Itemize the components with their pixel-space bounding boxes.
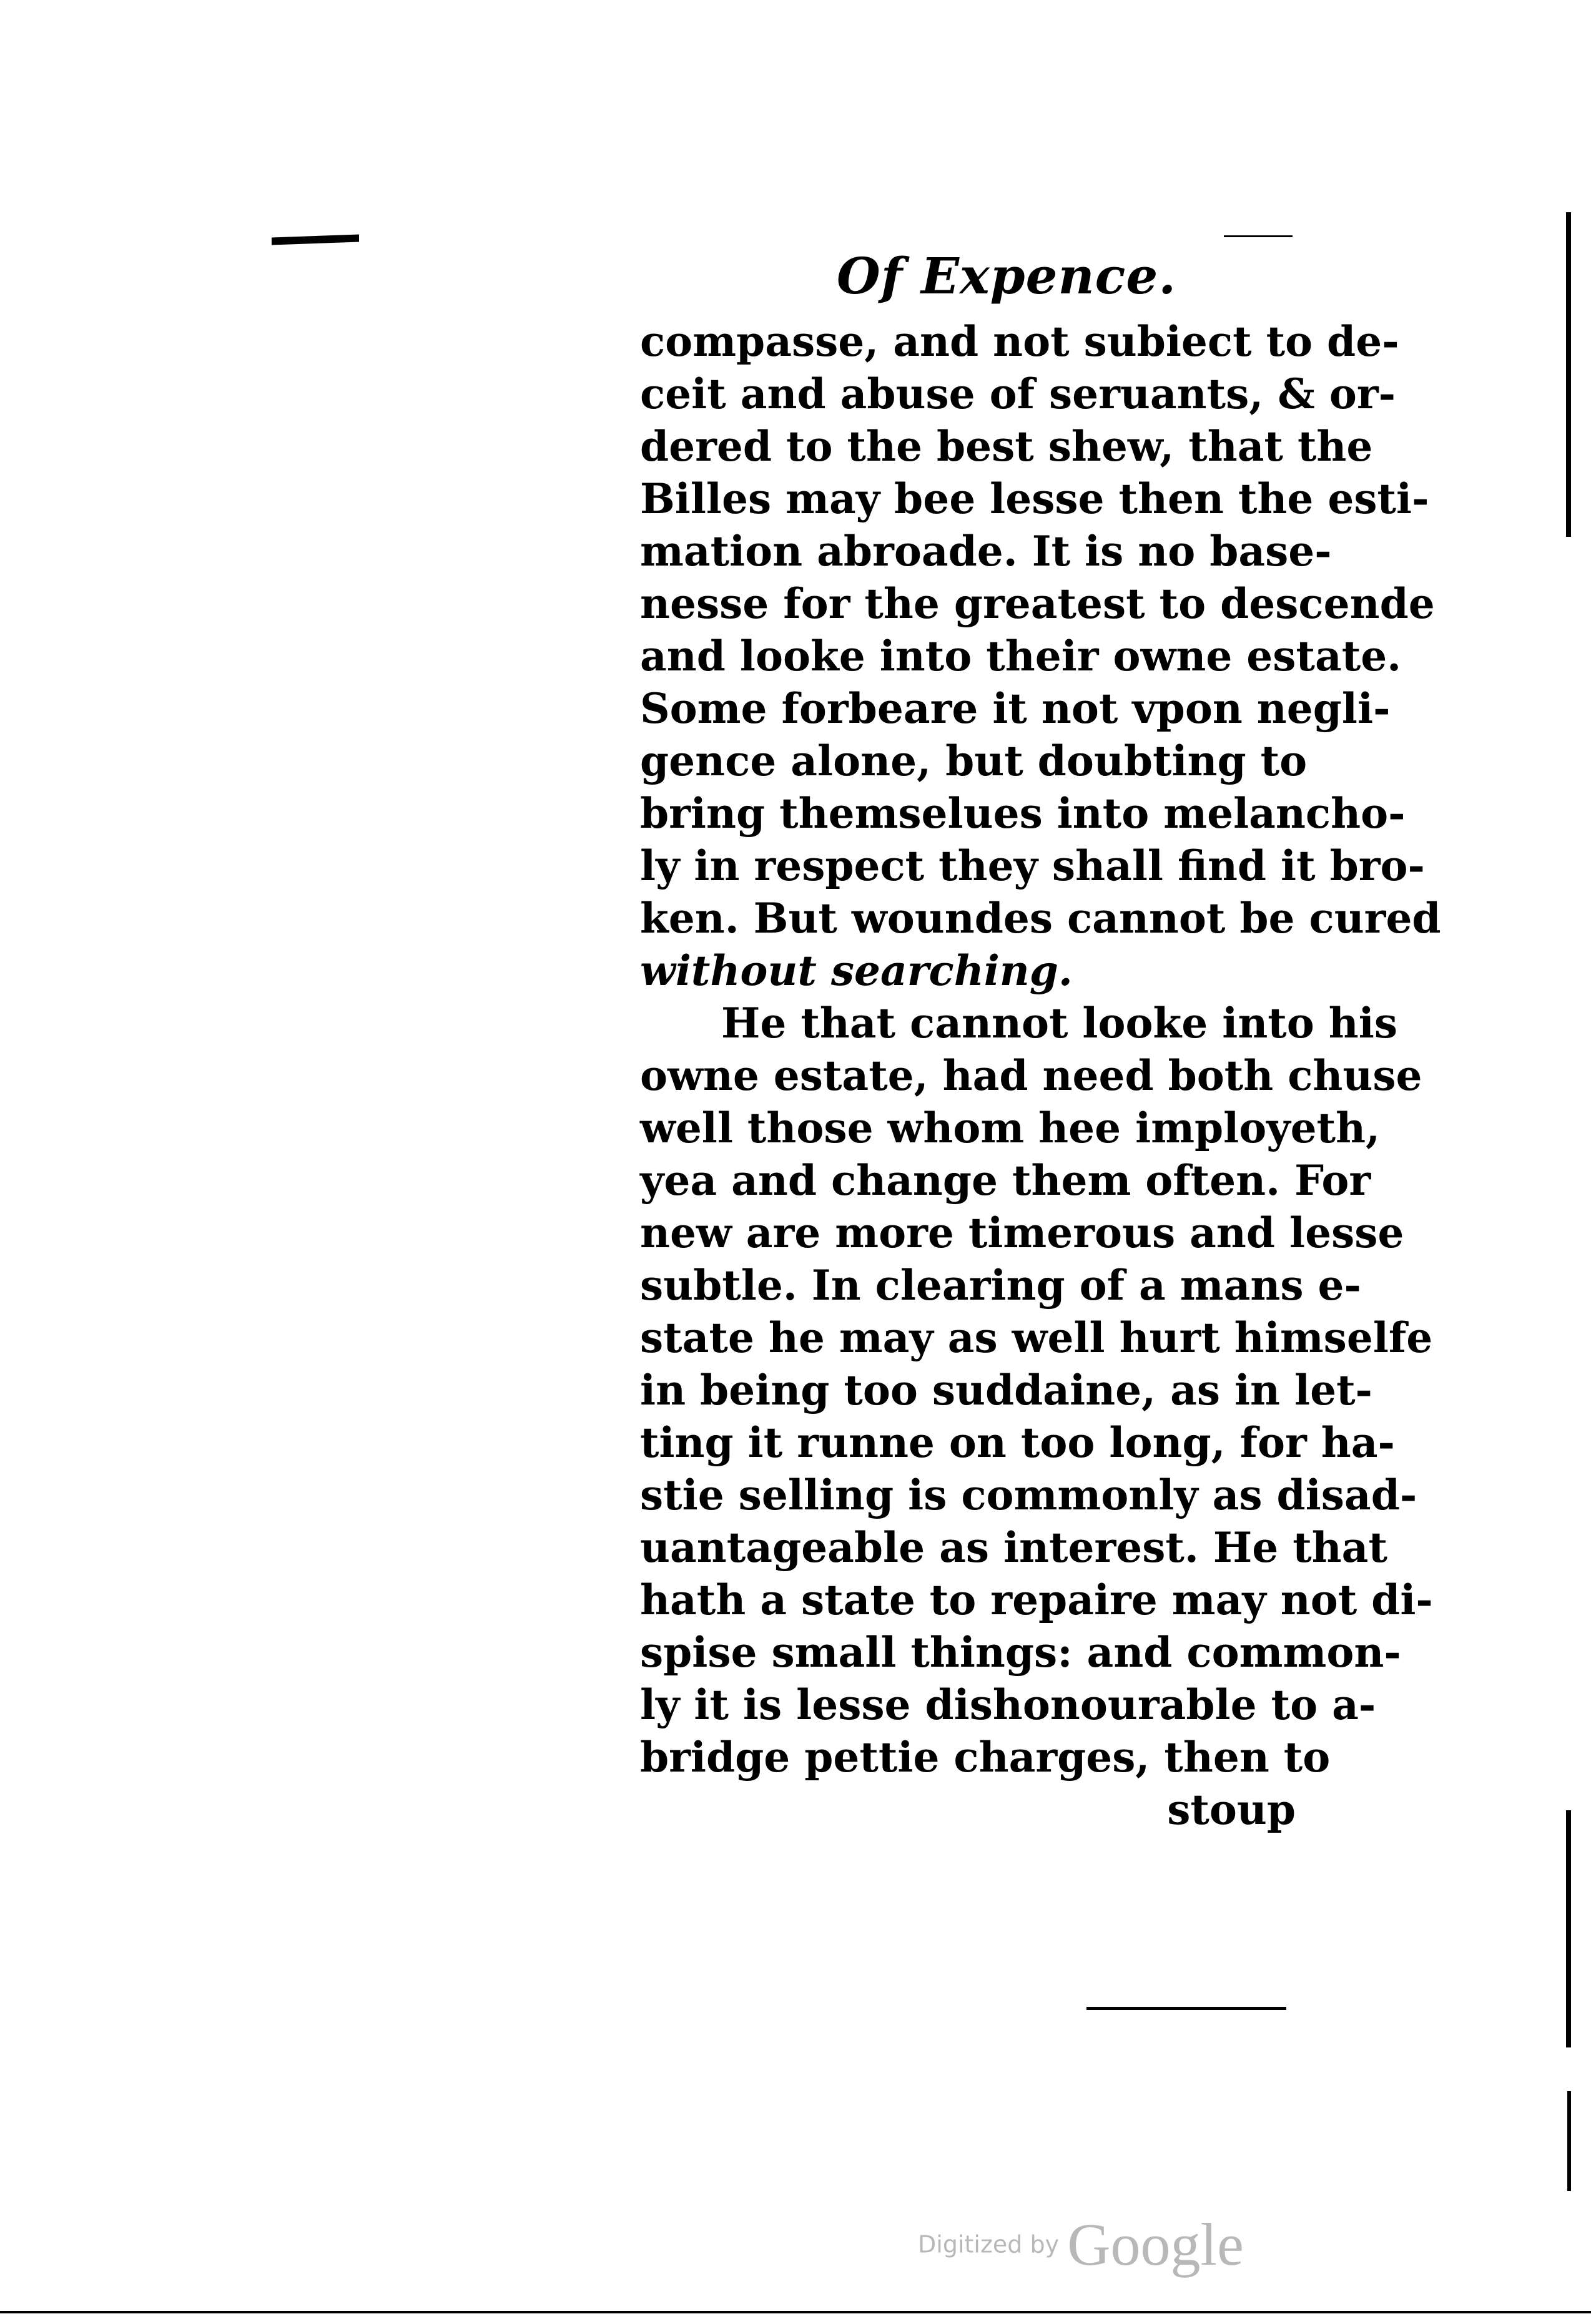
text-line: hath a state to repaire may not di- <box>640 1576 1433 1624</box>
text-line: and looke into their owne estate. <box>640 632 1402 680</box>
body-text <box>640 315 1441 1836</box>
text-line: in being too suddaine, as in let- <box>640 1366 1372 1415</box>
text-line: without searching. <box>640 946 1073 995</box>
scan-mark-top-rule <box>1224 235 1293 237</box>
stamp-prefix: Digitized by <box>918 2230 1060 2258</box>
text-line: subtle. In clearing of a mans e- <box>640 1261 1361 1310</box>
text-line: uantageable as interest. He that <box>640 1523 1387 1572</box>
scan-mark-bottom-rule <box>1086 2007 1286 2010</box>
scan-mark-right-edge-1 <box>1566 212 1571 537</box>
google-logo: Google <box>1067 2211 1244 2278</box>
text-line: state he may as well hurt himselfe <box>640 1313 1433 1362</box>
text-line: Some forbeare it not vpon negli- <box>640 684 1391 733</box>
text-line: nesse for the greatest to descende <box>640 579 1435 628</box>
text-line: new are more timerous and lesse <box>640 1209 1404 1257</box>
text-line: spise small things: and common- <box>640 1628 1401 1677</box>
text-line: yea and change them often. For <box>640 1156 1371 1205</box>
text-line: Billes may bee lesse then the esti- <box>640 474 1429 523</box>
scan-mark-left-border <box>0 2311 1591 2313</box>
text-line: ly in respect they shall find it bro- <box>640 841 1425 890</box>
text-line: dered to the best shew, that the <box>640 422 1373 471</box>
text-line: ken. But woundes cannot be cured <box>640 894 1441 943</box>
text-line: bring themselues into melancho- <box>640 789 1406 838</box>
text-line: bridge pettie charges, then to <box>640 1733 1331 1782</box>
scan-mark-right-edge-2 <box>1566 1810 1571 2047</box>
text-line: well those whom hee imployeth, <box>640 1104 1381 1152</box>
scan-mark-right-edge-3 <box>1567 2091 1571 2191</box>
digitized-by-google-stamp <box>918 2210 1244 2279</box>
text-line: owne estate, had need both chuse <box>640 1051 1422 1100</box>
text-line: ly it is lesse dishonourable to a- <box>640 1680 1376 1729</box>
text-line: ting it runne on too long, for ha- <box>640 1418 1395 1467</box>
text-line: gence alone, but doubting to <box>640 737 1308 785</box>
text-line: stie selling is commonly as disad- <box>640 1471 1417 1519</box>
catchword: stoup <box>1167 1785 1296 1834</box>
text-line: ceit and abuse of seruants, & or- <box>640 370 1396 418</box>
text-line: compasse, and not subiect to de- <box>640 317 1399 366</box>
running-head: Of Expence. <box>837 247 1177 305</box>
text-line: mation abroade. It is no base- <box>640 527 1332 576</box>
text-line: He that cannot looke into his <box>721 999 1398 1047</box>
scan-mark-top-left <box>272 235 359 245</box>
